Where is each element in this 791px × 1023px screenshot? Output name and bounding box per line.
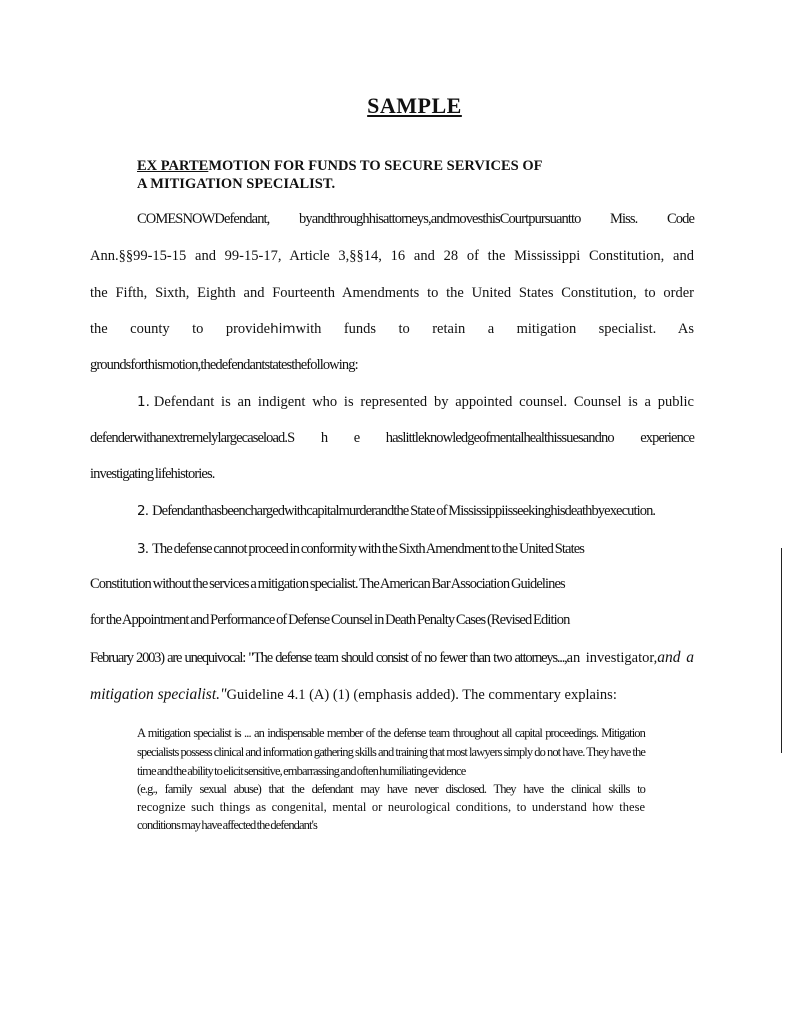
quote-line-4: (e.g., family sexual abuse) that the defendant may have never disclosed. They have the clinical skills to xyxy=(137,782,645,796)
item-3-line-5b: Guideline 4.1 (A) (1) (emphasis added). The commentary explains: xyxy=(226,687,617,703)
heading-line1-rest: MOTION FOR FUNDS TO SECURE SERVICES OF xyxy=(208,158,543,174)
item-3-line-4c: and a xyxy=(657,649,695,666)
intro-line-4 xyxy=(90,318,694,340)
intro-line-4-him: him xyxy=(270,321,296,337)
margin-change-bar xyxy=(781,548,782,753)
item-1-line-1: 1. Defendant is an indigent who is represented by appointed counsel. Counsel is a public xyxy=(137,394,694,410)
intro-line-3: the Fifth, Sixth, Eighth and Fourteenth Amendments to the United States Constitution, to order xyxy=(90,285,694,301)
quote-line-3: time and the ability to elicit sensitive, embarrassing and often humiliating evidence xyxy=(137,764,466,778)
quote-line-5: recognize such things as congenital, mental or neurological conditions, to understand how these xyxy=(137,800,645,814)
item-3-line-3: for the Appointment and Performance of Defense Counsel in Death Penalty Cases (Revised Edition xyxy=(90,612,570,628)
quote-line-2: specialists possess clinical and information gathering skills and training that most lawyers simply do not have. They have the xyxy=(137,745,645,759)
motion-heading xyxy=(137,157,617,193)
item-2-line: 2. Defendanthasbeenchargedwithcapitalmurderandthe State of Mississippiisseekinghisdeathbyexecution. xyxy=(137,503,656,519)
item-2-number: 2. xyxy=(137,503,149,519)
item-3-line-2: Constitution without the services a mitigation specialist. The American Bar Association Guidelines xyxy=(90,576,565,592)
document-title: SAMPLE xyxy=(367,93,462,118)
item-1-line-2: defenderwithanextremelylargecaseload.S h e haslittleknowledgeofmentalhealthissuesandno experience xyxy=(90,430,694,446)
intro-line-5: groundsforthismotion,thedefendantstatesthefollowing: xyxy=(90,357,358,373)
item-3-line-5a: mitigation specialist." xyxy=(90,686,227,703)
heading-line2: A MITIGATION SPECIALIST. xyxy=(137,176,336,192)
quote-line-6: conditions may have affected the defendant's xyxy=(137,818,317,832)
item-3-line-5 xyxy=(90,684,694,706)
item-1-line-3: investigating lifehistories. xyxy=(90,466,215,482)
item-1-number: 1. xyxy=(137,394,150,410)
item-3-line-4 xyxy=(90,647,694,669)
item-3-line-4a: February 2003) are unequivocal: "The defense team should consist of no fewer than two attorneys..., xyxy=(90,650,567,666)
item-3-number: 3. xyxy=(137,541,149,557)
intro-line-2: Ann.§§99-15-15 and 99-15-17, Article 3,§§14, 16 and 28 of the Mississippi Constitution, and xyxy=(90,248,694,264)
heading-ex-parte: EX PARTE xyxy=(137,158,209,174)
intro-line-1: COMESNOWDefendant, byandthroughhisattorneys,andmovesthisCourtpursuantto Miss. Code xyxy=(137,211,694,227)
intro-line-4c: with funds to retain a mitigation specialist. As xyxy=(295,321,694,337)
item-3-line-4b: an investigator, xyxy=(566,650,658,666)
intro-line-4a: the county to provide xyxy=(90,321,271,337)
quote-line-1: A mitigation specialist is ... an indispensable member of the defense team throughout all capital proceedings. Mitigation xyxy=(137,726,645,740)
item-3-line-1: 3. The defense cannot proceed in conformity with the Sixth Amendment to the United States xyxy=(137,541,584,557)
